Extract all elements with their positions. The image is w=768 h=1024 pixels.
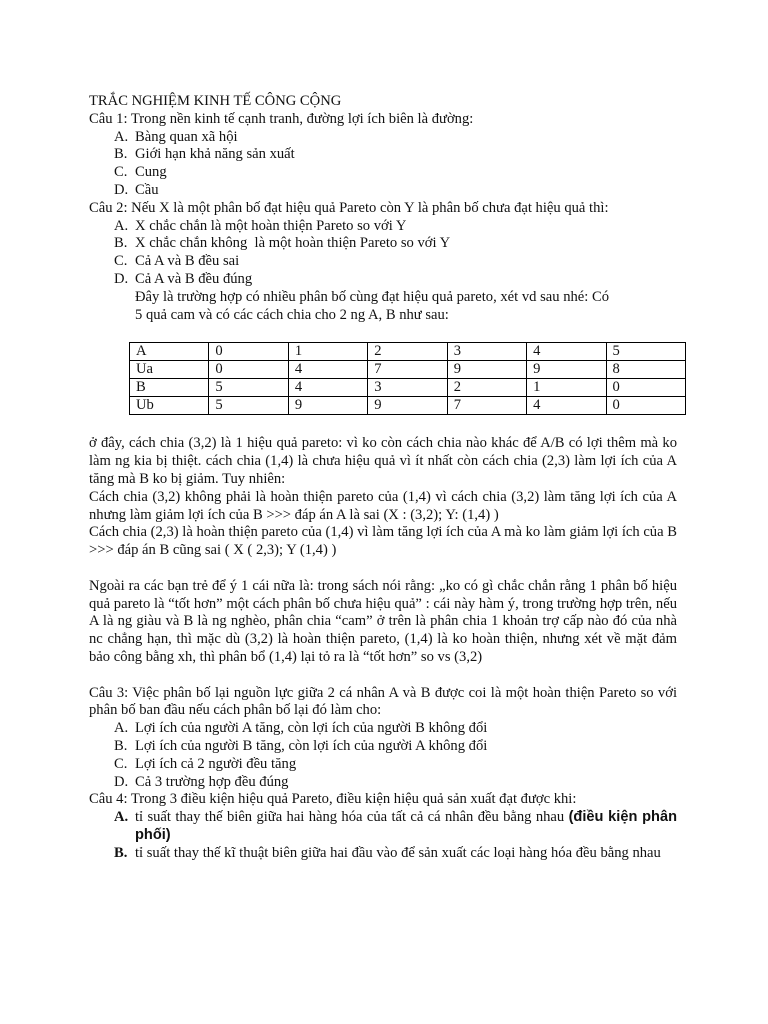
- option-label: A.: [114, 809, 129, 826]
- q3-option-a: [89, 720, 677, 738]
- explanation-paragraph-2: Cách chia (3,2) không phải là hoàn thiện pareto của (1,4) vì cách chia (3,2) làm tăng lợi ích của A nhưng làm giảm lợi ích của B >>> đáp án A là sai (X : (3,2); Y: (1,4) ): [89, 488, 677, 523]
- option-text: Lợi ích của người A tăng, còn lợi ích của người B không đổi: [135, 720, 488, 737]
- q2-note-line-2: 5 quả cam và có các cách chia cho 2 ng A, B như sau:: [135, 306, 449, 323]
- table-row-header: A: [130, 343, 209, 361]
- spacer: [89, 667, 677, 685]
- table-cell: 0: [209, 361, 288, 379]
- document-title: TRẮC NGHIỆM KINH TẾ CÔNG CỘNG: [89, 93, 342, 109]
- explanation-paragraph-1: ở đây, cách chia (3,2) là 1 hiệu quả pareto: vì ko còn cách chia nào khác để A/B có lợi thêm mà ko làm ng kia bị thiệt. cách chia (1,4) là chưa hiệu quả vì ít nhất còn cách chia (2,3) làm lợi ích của A tăng mà B ko bị giảm. Tuy nhiên:: [89, 435, 677, 487]
- q1-option-c: [89, 164, 677, 182]
- table-cell: 1: [288, 343, 367, 361]
- option-text: Cung: [135, 164, 167, 181]
- option-text: Cả 3 trường hợp đều đúng: [135, 773, 289, 790]
- option-label: C.: [114, 253, 128, 270]
- table-cell: 3: [447, 343, 526, 361]
- spacer: [89, 560, 677, 578]
- table-cell: 0: [606, 397, 685, 415]
- option-text: Lợi ích cả 2 người đều tăng: [135, 755, 297, 772]
- table-cell: 5: [209, 379, 288, 397]
- option-label: B.: [114, 737, 128, 754]
- question-1: Câu 1: Trong nền kinh tế cạnh tranh, đường lợi ích biên là đường:: [89, 110, 474, 127]
- question-3: Câu 3: Việc phân bố lại nguồn lực giữa 2 cá nhân A và B được coi là một hoàn thiện Pareto so với phân bố ban đầu nếu cách phân bố lại đó làm cho:: [89, 684, 677, 719]
- document-content: [89, 93, 677, 862]
- table-row-header: Ub: [130, 397, 209, 415]
- explanation-paragraph-3: Cách chia (2,3) là hoàn thiện pareto của (1,4) vì làm tăng lợi ích của A mà ko làm giảm lợi ích của B >>> đáp án B cũng sai ( X ( 2,3); Y (1,4) ): [89, 524, 677, 559]
- option-text: tỉ suất thay thế kĩ thuật biên giữa hai đầu vào để sản xuất các loại hàng hóa đều bằng nhau: [135, 844, 661, 861]
- table-cell: 2: [447, 379, 526, 397]
- option-text: Cầu: [135, 181, 159, 198]
- table-cell: 4: [527, 397, 606, 415]
- option-label: A.: [114, 128, 129, 145]
- table-row: [130, 343, 686, 361]
- table-cell: 4: [288, 379, 367, 397]
- table-row-header: B: [130, 379, 209, 397]
- table-row: [130, 397, 686, 415]
- q4-option-a: [89, 809, 677, 845]
- table-cell: 4: [527, 343, 606, 361]
- table-cell: 9: [368, 397, 447, 415]
- table-cell: 8: [606, 361, 685, 379]
- q2-note-line-1: Đây là trường hợp có nhiều phân bố cùng đạt hiệu quả pareto, xét vd sau nhé: Có: [135, 288, 610, 305]
- q3-option-c: [89, 756, 677, 774]
- table-cell: 0: [606, 379, 685, 397]
- question-4: Câu 4: Trong 3 điều kiện hiệu quả Pareto, điều kiện hiệu quả sản xuất đạt được khi:: [89, 791, 577, 808]
- table-cell: 7: [368, 361, 447, 379]
- table-cell: 5: [209, 397, 288, 415]
- option-text-wrapper: [135, 809, 677, 845]
- table-cell: 5: [606, 343, 685, 361]
- explanation-paragraph-4: Ngoài ra các bạn trẻ để ý 1 cái nữa là: trong sách nói rằng: „ko có gì chắc chắn rằng 1 phân bố hiệu quả pareto là “tốt hơn” một cách phân bố chưa hiệu quả” : cái này hàm ý, trong trường hợp trên, nếu A là ng giàu và B là ng nghèo, phân chia “cam” ở trên là phân chia 1 khoản trợ cấp nào đó của nhà nc chẳng hạn, thì mặc dù (3,2) là hoàn thiện pareto, (1,4) là ko hoàn thiện, nhưng xét về mặt đảm bảo công bằng xh, thì phân bổ (1,4) lại tỏ ra là “tốt hơn” so vs (3,2): [89, 577, 677, 665]
- q2-option-d: [89, 271, 677, 289]
- table-cell: 2: [368, 343, 447, 361]
- option-text: X chắc chắn không là một hoàn thiện Pareto so với Y: [135, 235, 451, 252]
- option-label: B.: [114, 146, 128, 163]
- option-label: D.: [114, 773, 129, 790]
- option-label: C.: [114, 755, 128, 772]
- option-text: X chắc chắn là một hoàn thiện Pareto so với Y: [135, 217, 407, 234]
- option-label: D.: [114, 181, 129, 198]
- q3-option-d: [89, 774, 677, 792]
- table-cell: 0: [209, 343, 288, 361]
- table-row-header: Ua: [130, 361, 209, 379]
- option-label: D.: [114, 270, 129, 287]
- option-label: B.: [114, 235, 128, 252]
- option-label: A.: [114, 720, 129, 737]
- table-cell: 1: [527, 379, 606, 397]
- table-cell: 9: [527, 361, 606, 379]
- option-text: tỉ suất thay thế biên giữa hai hàng hóa của tất cả cá nhân đều bằng nhau: [135, 809, 565, 826]
- table-row: [130, 379, 686, 397]
- table-row: [130, 361, 686, 379]
- q1-option-b: [89, 146, 677, 164]
- table-cell: 9: [447, 361, 526, 379]
- option-label: A.: [114, 217, 129, 234]
- option-text: Cả A và B đều sai: [135, 253, 240, 270]
- question-2: Câu 2: Nếu X là một phân bố đạt hiệu quả Pareto còn Y là phân bố chưa đạt hiệu quả thì:: [89, 199, 609, 216]
- option-text: Cả A và B đều đúng: [135, 270, 253, 287]
- q4-option-b: [89, 845, 677, 863]
- q1-option-a: [89, 129, 677, 147]
- table-cell: 3: [368, 379, 447, 397]
- option-label: C.: [114, 164, 128, 181]
- orange-allocation-table: [129, 342, 686, 415]
- q2-option-c: [89, 253, 677, 271]
- option-text: Giới hạn khả năng sản xuất: [135, 146, 295, 163]
- q3-option-b: [89, 738, 677, 756]
- option-text: Bàng quan xã hội: [135, 128, 238, 145]
- table-cell: 7: [447, 397, 526, 415]
- table-cell: 4: [288, 361, 367, 379]
- option-label: B.: [114, 844, 128, 861]
- option-text: Lợi ích của người B tăng, còn lợi ích của người A không đổi: [135, 737, 488, 754]
- q2-option-a: [89, 218, 677, 236]
- table-cell: 9: [288, 397, 367, 415]
- q2-option-b: [89, 235, 677, 253]
- q1-option-d: [89, 182, 677, 200]
- option-emphasis: (điều kiện phân phối): [135, 809, 677, 843]
